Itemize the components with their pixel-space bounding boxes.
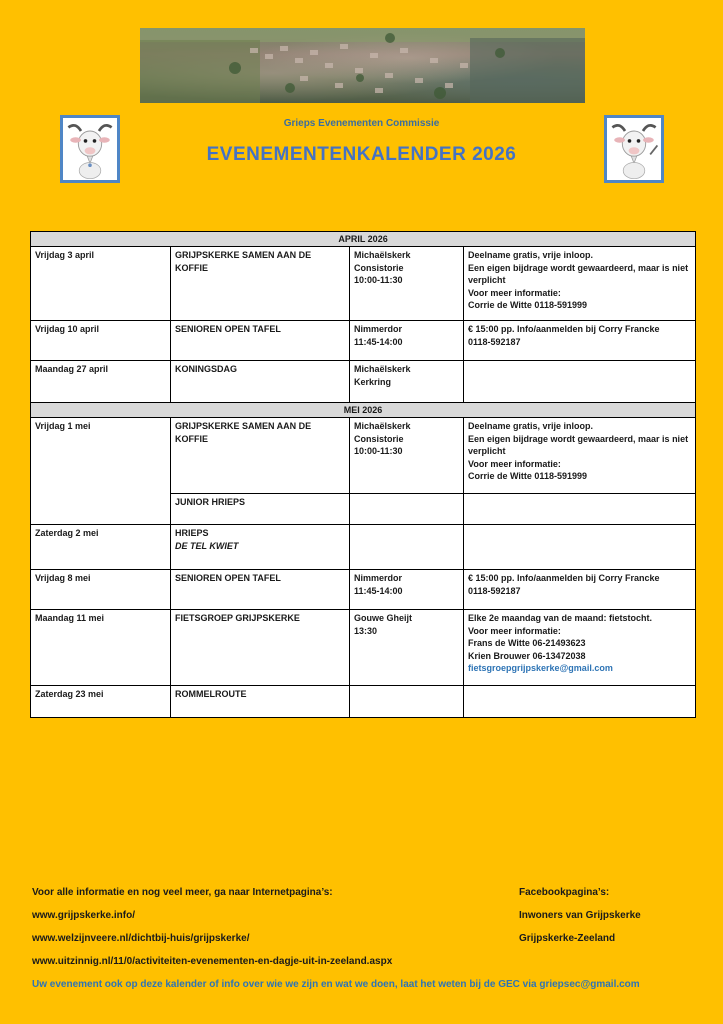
email-link[interactable]: fietsgroepgrijpskerke@gmail.com bbox=[468, 663, 613, 673]
event-date: Vrijdag 10 april bbox=[31, 321, 171, 361]
event-info bbox=[464, 686, 696, 718]
event-info bbox=[464, 321, 696, 361]
event-info bbox=[464, 247, 696, 321]
page-title: EVENEMENTENKALENDER 2026 bbox=[206, 144, 517, 165]
event-calendar-table bbox=[30, 231, 696, 718]
location-line: Kerkring bbox=[354, 376, 392, 387]
info-line: Corrie de Witte 0118-591999 bbox=[468, 300, 587, 310]
info-line: Frans de Witte 06-21493623 bbox=[468, 638, 586, 648]
month-header-row bbox=[31, 403, 696, 418]
month-header: APRIL 2026 bbox=[31, 232, 696, 247]
event-location bbox=[350, 418, 464, 494]
facebook-title: Facebookpagina’s: bbox=[519, 887, 610, 898]
table-row bbox=[31, 570, 696, 610]
footer-intro: Voor alle informatie en nog veel meer, ga naar Internetpagina’s: bbox=[32, 887, 333, 898]
event-name bbox=[171, 525, 350, 570]
location-line: Michaëlskerk bbox=[354, 364, 411, 374]
location-line: 11:45-14:00 bbox=[354, 585, 403, 596]
event-date: Vrijdag 3 april bbox=[31, 247, 171, 321]
website-link[interactable]: www.welzijnveere.nl/dichtbij-huis/grijpskerke/ bbox=[32, 933, 250, 944]
info-line: Elke 2e maandag van de maand: fietstocht. bbox=[468, 613, 653, 623]
event-date: Zaterdag 23 mei bbox=[31, 686, 171, 718]
event-date: Maandag 27 april bbox=[31, 361, 171, 403]
table-row bbox=[31, 525, 696, 570]
event-location bbox=[350, 247, 464, 321]
info-line: € 15:00 pp. Info/aanmelden bij Corry Francke bbox=[468, 573, 660, 583]
location-line: Michaëlskerk bbox=[354, 421, 411, 431]
table-row bbox=[31, 686, 696, 718]
event-location bbox=[350, 494, 464, 525]
info-line: 0118-592187 bbox=[468, 585, 521, 596]
event-info bbox=[464, 494, 696, 525]
location-line: 10:00-11:30 bbox=[354, 446, 403, 456]
facebook-page-link[interactable]: Inwoners van Grijpskerke bbox=[519, 910, 641, 921]
info-line: € 15:00 pp. Info/aanmelden bij Corry Francke bbox=[468, 324, 660, 334]
event-location bbox=[350, 610, 464, 686]
location-line: 10:00-11:30 bbox=[354, 275, 403, 285]
organization-name: Grieps Evenementen Commissie bbox=[283, 118, 440, 129]
table-row bbox=[31, 361, 696, 403]
event-name: SENIOREN OPEN TAFEL bbox=[171, 321, 350, 361]
website-link[interactable]: www.grijpskerke.info/ bbox=[32, 910, 135, 921]
event-date: Maandag 11 mei bbox=[31, 610, 171, 686]
location-line: Nimmerdor bbox=[354, 324, 403, 334]
table-row bbox=[31, 610, 696, 686]
event-info bbox=[464, 361, 696, 403]
website-link[interactable]: www.uitzinnig.nl/11/0/activiteiten-evenementen-en-dagje-uit-in-zeeland.aspx bbox=[32, 956, 393, 967]
info-line: Voor meer informatie: bbox=[468, 287, 561, 298]
location-line: Consistorie bbox=[354, 433, 404, 444]
event-name: JUNIOR HRIEPS bbox=[171, 494, 350, 525]
location-line: 13:30 bbox=[354, 625, 378, 636]
event-info bbox=[464, 610, 696, 686]
info-line: Voor meer informatie: bbox=[468, 625, 561, 636]
event-info bbox=[464, 418, 696, 494]
event-location bbox=[350, 321, 464, 361]
event-info bbox=[464, 570, 696, 610]
info-line: Deelname gratis, vrije inloop. bbox=[468, 421, 594, 431]
table-row bbox=[31, 418, 696, 494]
event-date: Zaterdag 2 mei bbox=[31, 525, 171, 570]
event-info bbox=[464, 525, 696, 570]
call-to-action: Uw evenement ook op deze kalender of info over wie we zijn en wat we doen, laat het weten bij de GEC via griepsec@gmail.com bbox=[32, 979, 640, 990]
location-line: 11:45-14:00 bbox=[354, 336, 403, 347]
location-line: Consistorie bbox=[354, 262, 404, 273]
event-name: SENIOREN OPEN TAFEL bbox=[171, 570, 350, 610]
event-location bbox=[350, 686, 464, 718]
info-line: Een eigen bijdrage wordt gewaardeerd, maar is niet verplicht bbox=[468, 433, 689, 456]
month-header-row bbox=[31, 232, 696, 247]
info-line: 0118-592187 bbox=[468, 336, 521, 347]
table-row bbox=[31, 321, 696, 361]
table-row bbox=[31, 247, 696, 321]
info-line: Voor meer informatie: bbox=[468, 458, 561, 469]
info-line: Corrie de Witte 0118-591999 bbox=[468, 471, 587, 481]
event-location bbox=[350, 525, 464, 570]
event-name: GRIJPSKERKE SAMEN AAN DE KOFFIE bbox=[171, 247, 350, 321]
event-location bbox=[350, 361, 464, 403]
location-line: Michaëlskerk bbox=[354, 250, 411, 260]
event-name: ROMMELROUTE bbox=[171, 686, 350, 718]
event-name: KONINGSDAG bbox=[171, 361, 350, 403]
location-line: Nimmerdor bbox=[354, 573, 403, 583]
info-line: Krien Brouwer 06-13472038 bbox=[468, 650, 586, 661]
facebook-page-link[interactable]: Grijpskerke-Zeeland bbox=[519, 933, 616, 944]
aerial-village-photo bbox=[140, 28, 585, 103]
event-date: Vrijdag 1 mei bbox=[31, 418, 171, 525]
event-date: Vrijdag 8 mei bbox=[31, 570, 171, 610]
event-location bbox=[350, 570, 464, 610]
info-line: Deelname gratis, vrije inloop. bbox=[468, 250, 594, 260]
month-header: MEI 2026 bbox=[31, 403, 696, 418]
location-line: Gouwe Gheijt bbox=[354, 613, 413, 623]
info-line: Een eigen bijdrage wordt gewaardeerd, maar is niet verplicht bbox=[468, 262, 689, 285]
event-name: GRIJPSKERKE SAMEN AAN DE KOFFIE bbox=[171, 418, 350, 494]
event-name: FIETSGROEP GRIJPSKERKE bbox=[171, 610, 350, 686]
event-name-line: HRIEPS bbox=[175, 528, 209, 538]
event-subtitle: DE TEL KWIET bbox=[175, 540, 239, 551]
